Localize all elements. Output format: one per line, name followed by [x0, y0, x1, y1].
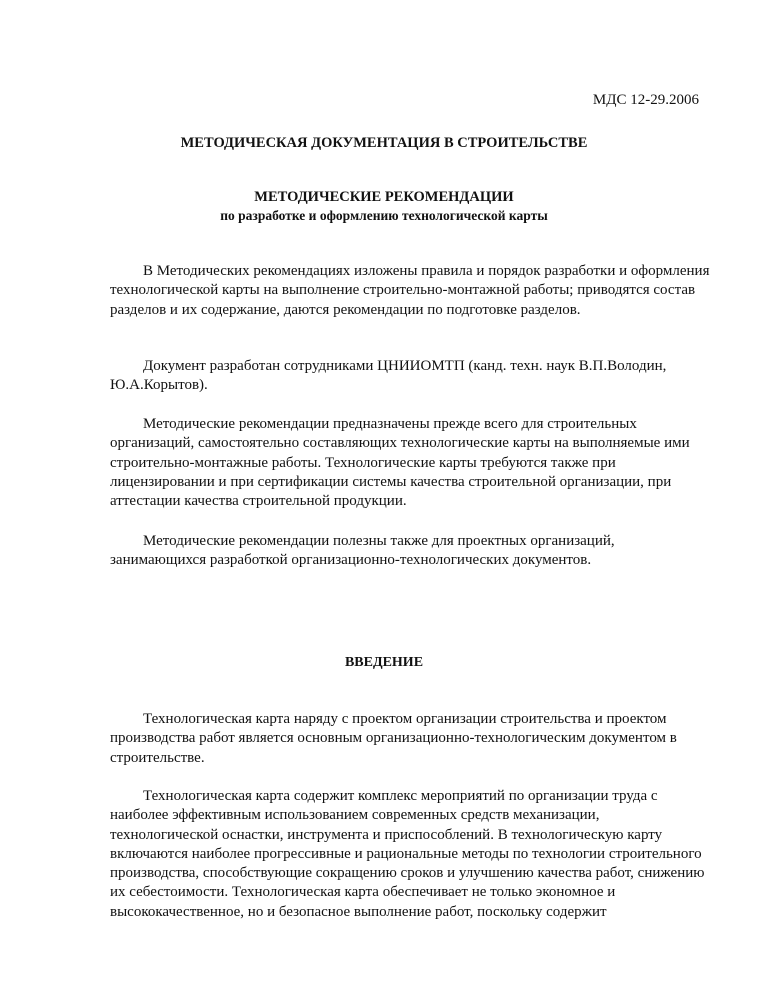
document-code: МДС 12-29.2006 [592, 92, 699, 108]
section-paragraph: Технологическая карта наряду с проектом организации строительства и проектом производства работ является основным организационно-технологическим документом в строительстве. [110, 711, 677, 766]
main-title: МЕТОДИЧЕСКАЯ ДОКУМЕНТАЦИЯ В СТРОИТЕЛЬСТВЕ [180, 135, 588, 151]
section-title: ВВЕДЕНИЕ [344, 655, 424, 670]
intro-paragraph: В Методических рекомендациях изложены правила и порядок разработки и оформления технологической карты на выполнение строительно-монтажной работы; приводятся состав разделов и их содержание, даются рекомендации по подготовке разделов. [110, 263, 710, 318]
intro-paragraph: Документ разработан сотрудниками ЦНИИОМТП (канд. техн. наук В.П.Володин, Ю.А.Корытов). [110, 358, 667, 394]
intro-paragraph: Методические рекомендации предназначены прежде всего для строительных организаций, самостоятельно составляющих технологические карты на выполняемые ими строительно-монтажные работы. Технологические карты требуются также при лицензировании и при сертификации системы качества строительной организации, при аттестации качества строительной продукции. [110, 416, 690, 510]
section-paragraph: Технологическая карта содержит комплекс мероприятий по организации труда с наиболее эффективным использованием современных средств механизации, технологической оснастки, инструмента и приспособлений. В технологическую карту включаются наиболее прогрессивные и рациональные методы по технологии строительного производства, способствующие сокращению сроков и улучшению качества работ, снижению их себестоимости. Технологическая карта обеспечивает не только экономное и высококачественное, но и безопасное выполнение работ, поскольку содержит [110, 788, 705, 920]
intro-paragraph: Методические рекомендации полезны также для проектных организаций, занимающихся разработкой организационно-технологических документов. [110, 533, 615, 569]
recommendations-title: МЕТОДИЧЕСКИЕ РЕКОМЕНДАЦИИ [254, 189, 514, 205]
recommendations-subtitle: по разработке и оформлению технологической карты [220, 208, 548, 223]
